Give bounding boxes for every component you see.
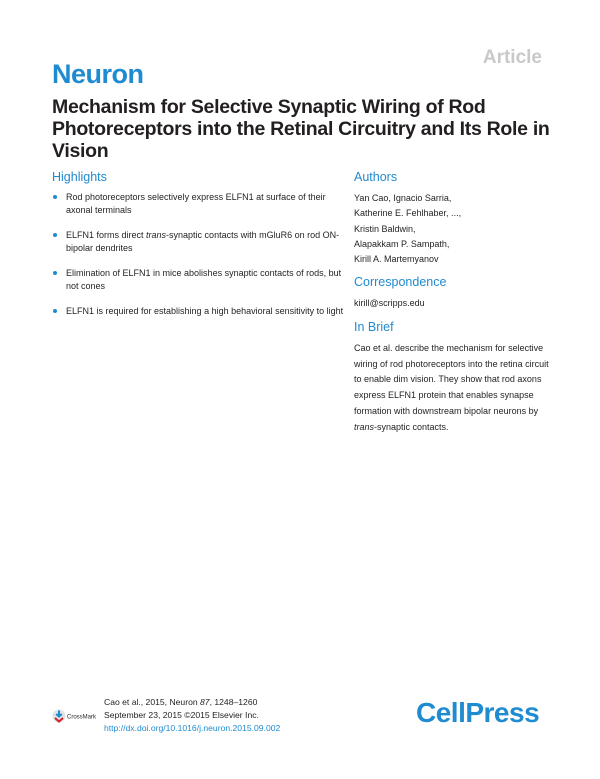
correspondence-email[interactable]: kirill@scripps.edu [354, 298, 425, 309]
cellpress-logo: CellPress [416, 697, 540, 728]
author-line: Alapakkam P. Sampath, [354, 238, 450, 249]
highlight-emphasis: trans [146, 230, 167, 240]
highlights-heading: Highlights [52, 170, 107, 184]
correspondence-block [354, 275, 554, 311]
article-title: Mechanism for Selective Synaptic Wiring of Rod Photoreceptors into the Retinal Circuitry and Its Role in Vision [52, 96, 550, 162]
highlight-item [52, 191, 344, 217]
author-line: Kirill A. Martemyanov [354, 254, 439, 265]
article-type-tag: Article [482, 47, 542, 68]
correspondence-heading: Correspondence [354, 275, 447, 290]
highlight-text: Elimination of ELFN1 in mice abolishes synaptic contacts of rods, but not cones [66, 268, 342, 291]
highlight-text-tail: -synaptic contacts with mGluR6 on rod ON-bipolar dendrites [66, 230, 340, 253]
highlight-item [52, 229, 344, 255]
in-brief-heading: In Brief [354, 319, 394, 334]
summary-column [354, 170, 554, 444]
highlight-text: Rod photoreceptors selectively express ELFN1 at surface of their axonal terminals [66, 192, 326, 215]
author-line: Katherine E. Fehlhaber, ..., [354, 208, 462, 219]
bullet-icon [53, 271, 57, 275]
author-line: Yan Cao, Ignacio Sarria, [354, 193, 452, 203]
doi-link[interactable]: http://dx.doi.org/10.1016/j.neuron.2015.09.002 [104, 722, 281, 733]
in-brief-main: Cao et al. describe the mechanism for selective wiring of rod photoreceptors into the retina circuit to enable dim vision. They show that rod axons express ELFN1 protein that enables synapse formation with downstream bipolar neurons by [354, 342, 549, 416]
bullet-icon [53, 309, 57, 313]
authors-heading: Authors [354, 170, 398, 184]
highlights-section [52, 170, 344, 330]
author-line: Kristin Baldwin, [354, 223, 416, 234]
citation-line [104, 696, 280, 709]
citation-pages: , 1248–1260 [209, 697, 258, 707]
publication-date: September 23, 2015 ©2015 Elsevier Inc. [104, 709, 259, 720]
in-brief-tail: -synaptic contacts. [374, 421, 449, 432]
bullet-icon [53, 195, 57, 199]
authors-block [354, 170, 554, 267]
citation-block [104, 696, 280, 734]
highlight-item [52, 267, 344, 293]
in-brief-text [354, 341, 554, 436]
highlight-item [52, 305, 344, 318]
in-brief-emphasis: trans [354, 421, 375, 432]
journal-name: Neuron [52, 59, 144, 89]
crossmark-label: CrossMark [67, 714, 97, 721]
bullet-icon [53, 233, 57, 237]
highlight-text: ELFN1 forms direct [66, 230, 147, 240]
citation-volume: 87 [200, 697, 210, 707]
crossmark-logo[interactable] [52, 708, 98, 724]
in-brief-block [354, 320, 554, 436]
citation-text: Cao et al., 2015, Neuron [104, 697, 201, 707]
highlights-list [52, 191, 344, 318]
highlight-text: ELFN1 is required for establishing a high behavioral sensitivity to light [66, 306, 344, 316]
